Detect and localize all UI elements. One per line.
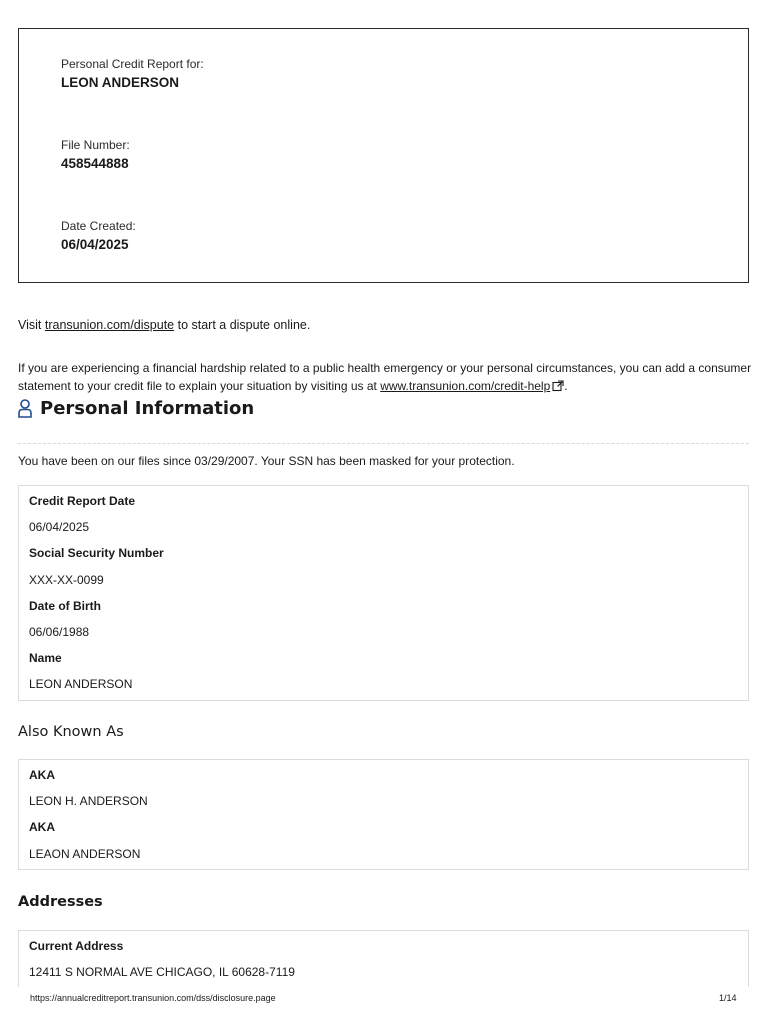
table-row-label: Date of Birth [29, 598, 101, 613]
table-row-label: AKA [29, 820, 55, 835]
section-divider [18, 443, 749, 444]
dispute-suffix: to start a dispute online. [174, 318, 311, 332]
report-header-box [18, 28, 749, 283]
hardship-end: . [564, 379, 568, 393]
table-row-value: 12411 S NORMAL AVE CHICAGO, IL 60628-7119 [29, 965, 295, 980]
hardship-notice [18, 359, 753, 397]
table-row-value: LEON H. ANDERSON [29, 794, 148, 809]
report-for-name: LEON ANDERSON [61, 75, 180, 90]
date-created-label: Date Created: [61, 219, 136, 233]
table-row-value: XXX-XX-0099 [29, 572, 104, 587]
table-row-value: LEON ANDERSON [29, 677, 133, 692]
page-number: 1/14 [719, 993, 737, 1003]
hardship-text: If you are experiencing a financial hardship related to a public health emergency or your personal circumstances, you can add a consumer statement to your credit file to explain your situation by visiting us at [18, 361, 752, 393]
file-number-value: 458544888 [61, 156, 129, 171]
table-row-label: Name [29, 651, 62, 666]
table-row-label: AKA [29, 768, 55, 783]
footer-url: https://annualcreditreport.transunion.com/dss/disclosure.page [30, 993, 276, 1003]
report-for-field [61, 57, 204, 91]
dispute-prefix: Visit [18, 318, 45, 332]
date-created-field [61, 219, 136, 253]
addresses-table [18, 930, 749, 987]
file-number-label: File Number: [61, 138, 130, 152]
table-row-value: LEAON ANDERSON [29, 846, 141, 861]
dispute-link[interactable]: transunion.com/dispute [44, 318, 175, 332]
dispute-notice [18, 318, 310, 332]
table-row-value: 06/04/2025 [29, 520, 90, 535]
aka-table [18, 759, 749, 870]
personal-information-heading [18, 398, 254, 419]
date-created-value: 06/04/2025 [61, 237, 129, 252]
table-row-label: Credit Report Date [29, 494, 136, 509]
credit-help-link[interactable]: www.transunion.com/credit-help [380, 379, 551, 393]
file-number-field [61, 138, 130, 172]
report-for-label: Personal Credit Report for: [61, 57, 204, 71]
person-icon [18, 399, 32, 418]
addresses-heading: Addresses [18, 894, 103, 910]
aka-heading: Also Known As [18, 724, 124, 740]
external-link-icon[interactable] [552, 379, 564, 397]
personal-information-title: Personal Information [40, 398, 255, 419]
table-row-label: Social Security Number [29, 546, 164, 561]
on-files-notice: You have been on our files since 03/29/2007. Your SSN has been masked for your protection. [18, 454, 515, 468]
personal-info-table [18, 485, 749, 701]
table-row-label: Current Address [29, 939, 124, 954]
table-row-value: 06/06/1988 [29, 625, 90, 640]
